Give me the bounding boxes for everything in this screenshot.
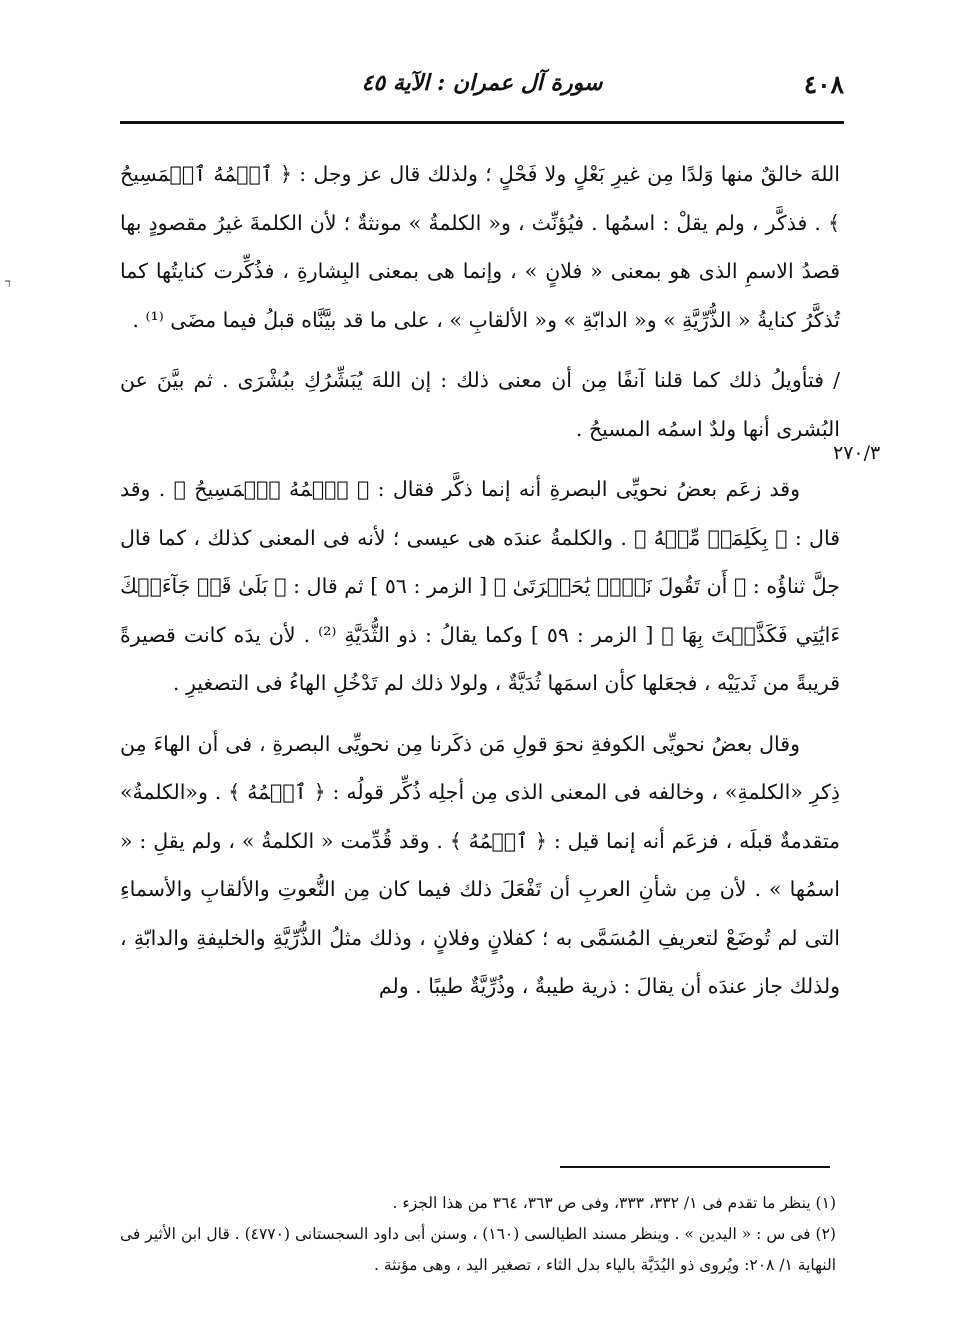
margin-volume-page-reference: ٢٧٠/٣ bbox=[833, 442, 881, 464]
main-text bbox=[120, 150, 840, 1011]
footnotes bbox=[120, 1188, 836, 1281]
running-title: سورة آل عمران : الآية ٤٥ bbox=[361, 70, 603, 96]
paragraph: وقال بعضُ نحويِّى الكوفةِ نحوَ قولِ مَن ذكَرنا مِن نحويِّى البصرةِ ، فى أن الهاءَ مِن ذِكرِ «الكلمةِ» ، وخالفه فى المعنى الذى مِن أجلِه ذُكِّر قولُه : ﴿ ٱسۡمُهُ ﴾ . و«الكلمةُ» متقدمةٌ قبلَه ، فزعَم أنه إنما قيل : ﴿ ٱسۡمُهُ ﴾ . وقد قُدِّمت « الكلمةُ » ، ولم يقلِ : « اسمُها » . لأن مِن شأنِ العربِ أن تَفْعَلَ ذلك فيما كان مِن النُّعوتِ والألقابِ والأسماءِ التى لم تُوضَعْ لتعريفِ المُسَمَّى به ؛ كفلانٍ وفلانٍ ، وذلك مثلُ الذُّرِّيَّةِ والخليفةِ والدابّةِ ، ولذلك جاز عندَه أن يقالَ : ذرية طيبةٌ ، وذُرِّيَّةٌ طيبًا . ولم bbox=[120, 731, 840, 998]
margin-mark: ד bbox=[5, 276, 11, 290]
paragraph: وقد زعَم بعضُ نحويِّى البصرةِ أنه إنما ذكَّر فقال : ﴿ ٱسۡمُهُ ٱلۡمَسِيحُ ﴾ . وقد قال : ﴿ بِكَلِمَةٖ مِّنۡهُ ﴾ . والكلمةُ عندَه هى عيسى ؛ لأنه فى المعنى كذلك ، كما قال جلَّ ثناؤُه : ﴿ أَن تَقُولَ نَفۡسٞ يَٰحَسۡرَتَىٰ ﴾ [ الزمر : ٥٦ ] ثم قال : ﴿ بَلَىٰ قَدۡ جَآءَتۡكَ ءَايَٰتِي فَكَذَّبۡتَ بِهَا ﴾ [ الزمر : ٥٩ ] وكما يقالُ : ذو الثُّدَيَّةِ ⁽²⁾ . لأن يدَه كانت قصيرةً قريبةً من ثَديَيْه ، فجعَلها كأن اسمَها ثُدَيَّةٌ ، ولولا ذلك لم تَدْخُلِ الهاءُ فى التصغيرِ . bbox=[120, 477, 840, 695]
footnote: (١) ينظر ما تقدم فى ١/ ٣٣٢، ٣٣٣، وفى ص ٣٦٣، ٣٦٤ من هذا الجزء . bbox=[392, 1194, 836, 1212]
paragraph: / فتأويلُ ذلك كما قلنا آنفًا مِن أن معنى ذلك : إن اللهَ يُبَشِّرُكِ ببُشْرَى . ثم بيَّنَ عن البُشرى أنها ولدٌ اسمُه المسيحُ . bbox=[120, 368, 840, 441]
page-number: ٤٠٨ bbox=[803, 70, 844, 99]
footnote: (٢) فى س : « اليدين » . وينظر مسند الطيالسى (١٦٠) ، وسنن أبى داود السجستانى (٤٧٧٠) . قال ابن الأثير فى النهاية ١/ ٢٠٨: ويُروى ذو اليُدَيَّة بالياء بدل الثاء ، تصغير اليد ، وهى مؤنثة . bbox=[120, 1225, 836, 1274]
footnote-separator bbox=[560, 1166, 830, 1168]
page-header bbox=[120, 64, 844, 114]
header-rule bbox=[120, 121, 844, 124]
paragraph: اللهَ خالقٌ منها وَلدًا مِن غيرِ بَعْلٍ ولا فَحْلٍ ؛ ولذلك قال عز وجل : ﴿ ٱسۡمُهُ ٱلۡمَسِيحُ ﴾ . فذكَّر ، ولم يقلْ : اسمُها . فيُؤنِّث ، و« الكلمةُ » مونثةٌ ؛ لأن الكلمةَ غيرُ مقصودٍ بها قصدُ الاسمِ الذى هو بمعنى « فلانٍ » ، وإنما هى بمعنى البِشارةِ ، فذُكِّرت كنايتُها كما تُذكَّرُ كنايةُ « الذُّرِّيَّةِ » و« الدابّةِ » و« الألقابِ » ، على ما قد بيَّنَّاه قبلُ فيما مضَى ⁽¹⁾ . bbox=[120, 162, 840, 332]
